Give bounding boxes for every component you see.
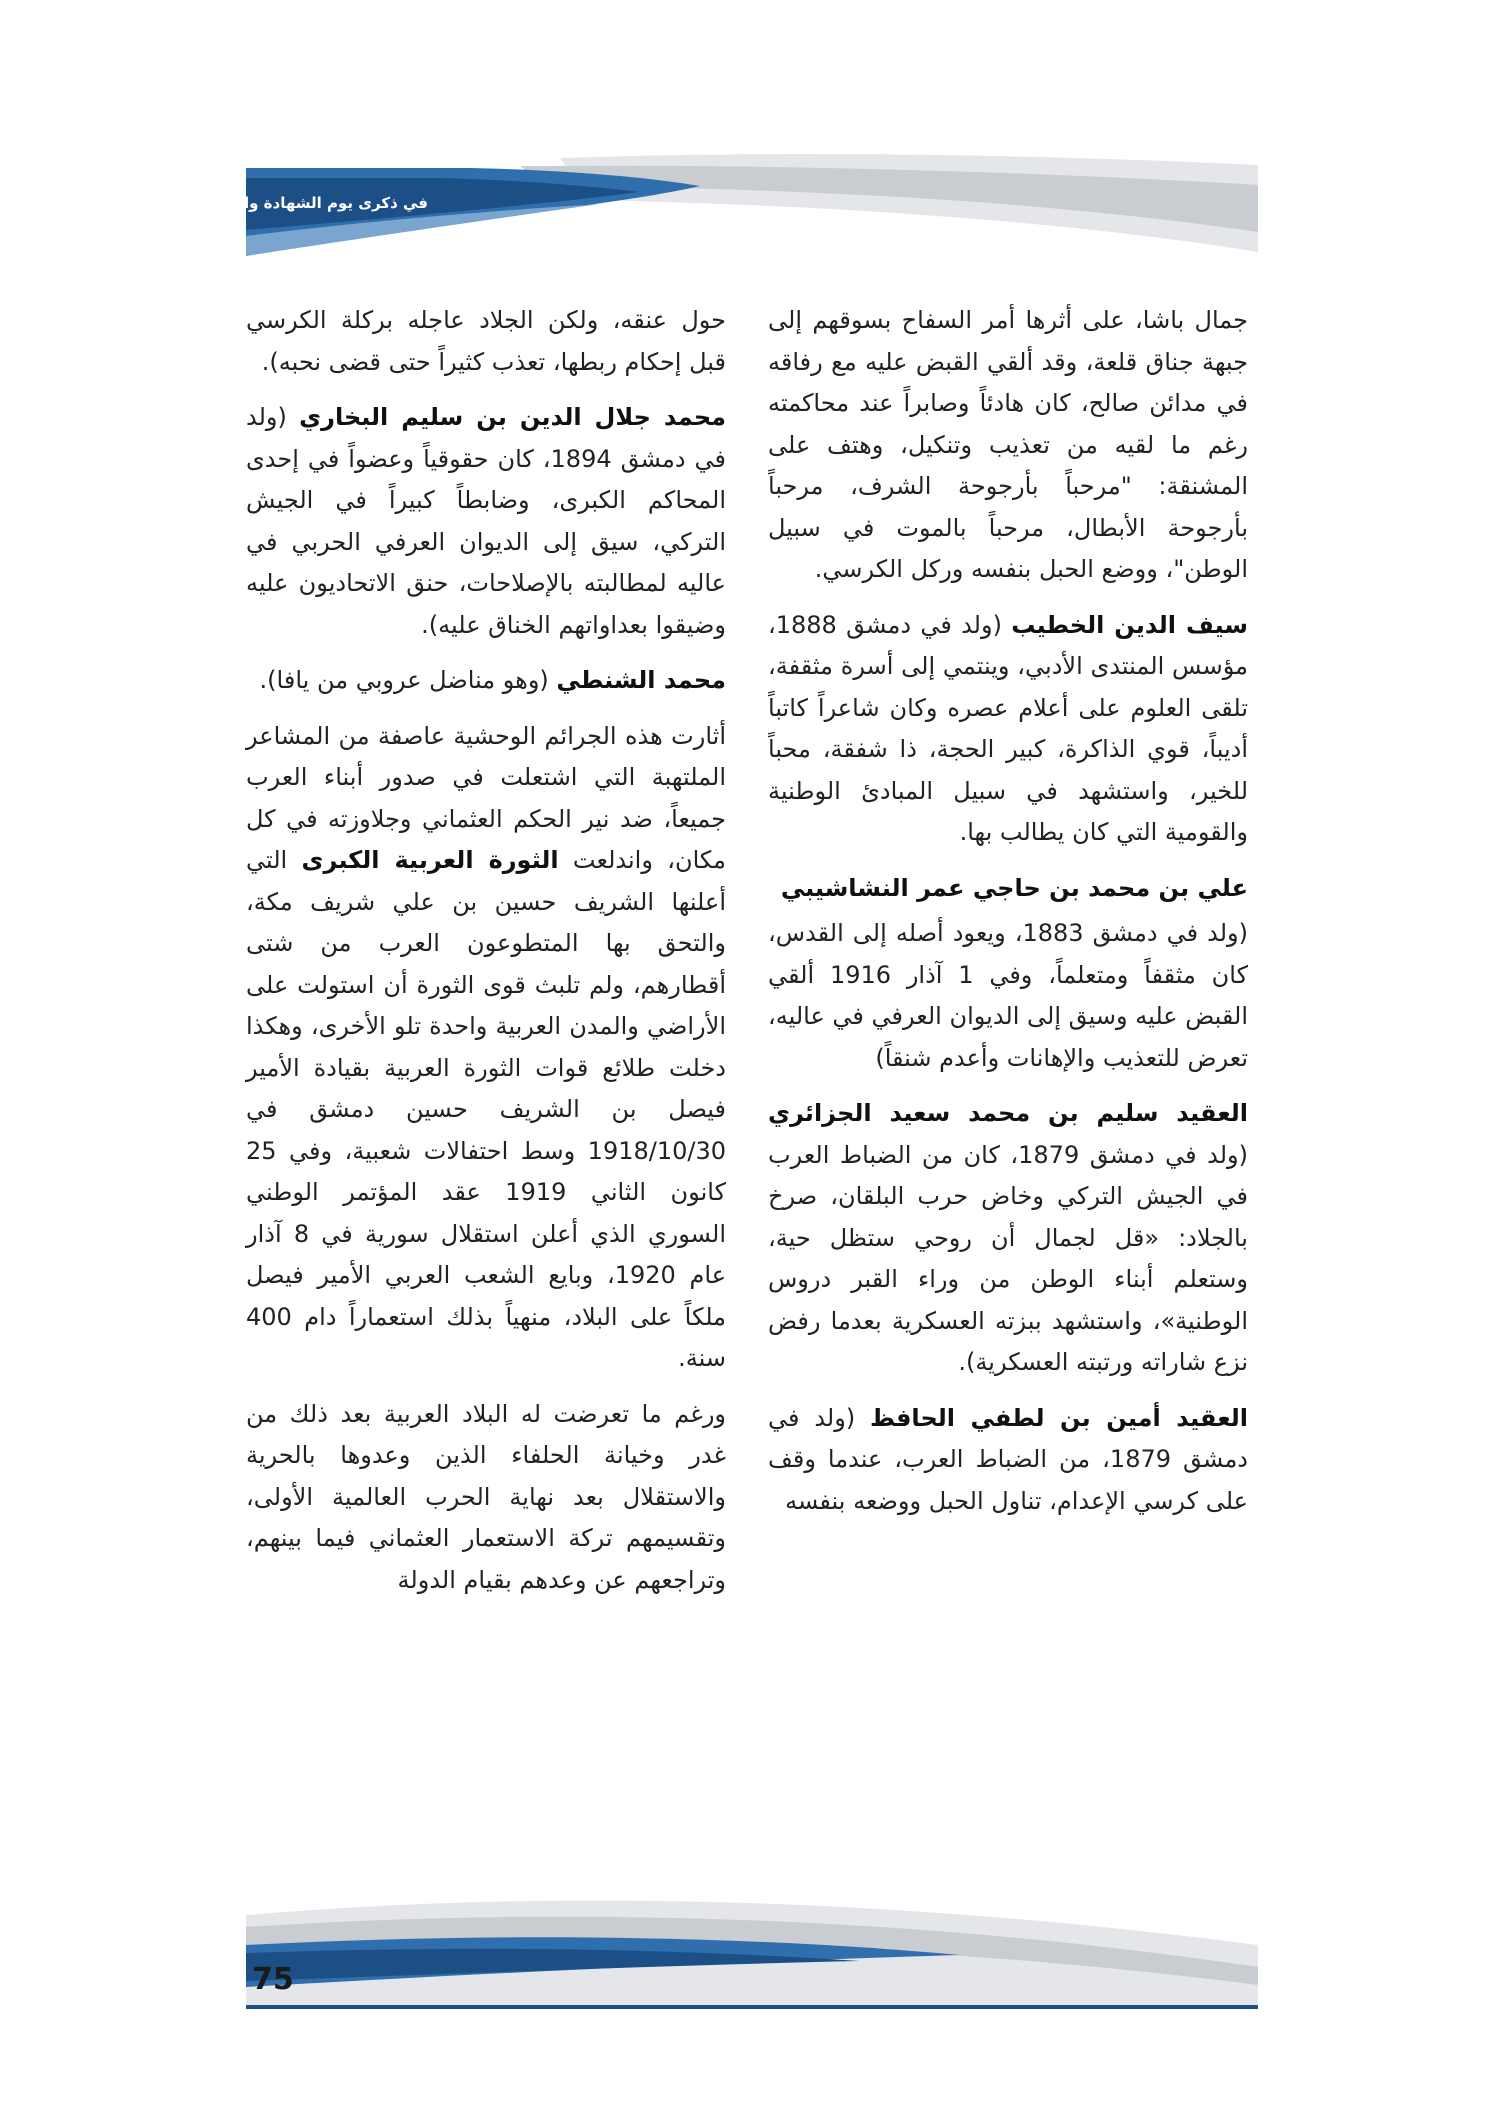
left-column — [246, 300, 726, 1860]
martyr-name-nashashibi: علي بن محمد بن حاجي عمر النشاشيبي — [780, 873, 1248, 902]
left-paragraph-5 — [246, 1394, 726, 1602]
right-paragraph-3 — [768, 913, 1248, 1079]
right-paragraph-4 — [768, 1093, 1248, 1384]
right-paragraph-5-text: (ولد في دمشق 1879، من الضباط العرب، عندما وقف على كرسي الإعدام، تناول الحبل ووضعه بنفسه — [768, 1403, 1248, 1515]
left-paragraph-4-before: أثارت هذه الجرائم الوحشية عاصفة من المشاعر الملتهبة التي اشتعلت في صدور أبناء العرب جميعاً، ضد نير الحكم العثماني وجلاوزته في كل مكان، واندلعت — [246, 721, 727, 874]
left-paragraph-4 — [246, 716, 726, 1380]
martyr-name-saif-al-din: سيف الدين الخطيب — [1011, 610, 1248, 639]
header-swoosh — [0, 0, 1489, 300]
great-arab-revolt-label: الثورة العربية الكبرى — [301, 846, 559, 874]
left-paragraph-4-after: التي أعلنها الشريف حسين بن علي شريف مكة، والتحق بها المتطوعون العرب من شتى أقطارهم، ولم تلبث قوى الثورة أن استولت على الأراضي والمدن العربية واحدة تلو الأخرى، وهكذا دخلت طلائع قوات الثورة العربية بقيادة الأمير فيصل بن الشريف حسين دمشق في 1918/10/30 وسط احتفالات شعبية، وفي 25 كانون الثاني 1919 عقد المؤتمر الوطني السوري الذي أعلن استقلال سورية في 8 آذار عام 1920، وبايع الشعب العربي الأمير فيصل ملكاً على البلاد، منهياً بذلك استعماراً دام 400 سنة. — [246, 846, 727, 1372]
martyr-name-hafez: العقيد أمين بن لطفي الحافظ — [870, 1403, 1248, 1432]
left-paragraph-3 — [246, 660, 726, 702]
left-paragraph-5-text: ورغم ما تعرضت له البلاد العربية بعد ذلك من غدر وخيانة الحلفاء الذين وعدوها بالحرية والاستقلال بعد نهاية الحرب العالمية الأولى، وتقسيمهم تركة الاستعمار العثماني فيما بينهم، وتراجعهم عن وعدهم بقيام الدولة — [246, 1399, 726, 1594]
page-number: 75 — [252, 1962, 294, 1997]
right-paragraph-1-text: جمال باشا، على أثرها أمر السفاح بسوقهم إلى جبهة جناق قلعة، وقد ألقي القبض عليه مع رفاقه في مدائن صالح، كان هادئاً وصابراً عند محاكمته رغم ما لقيه من تعذيب وتنكيل، وهتف على المشنقة: "مرحباً بأرجوحة الشرف، مرحباً بأرجوحة الأبطال، مرحباً بالموت في سبيل الوطن"، ووضع الحبل بنفسه وركل الكرسي. — [768, 306, 1248, 583]
header-title: في ذكرى يوم الشهادة والشهداء — [191, 194, 428, 212]
footer-swoosh — [0, 1875, 1489, 2035]
right-column — [768, 300, 1248, 1860]
left-paragraph-2 — [246, 397, 726, 646]
left-paragraph-2-text: (ولد في دمشق 1894، كان حقوقياً وعضواً في إحدى المحاكم الكبرى، وضابطاً كبيراً في الجيش التركي، سيق إلى الديوان العرفي الحربي في عاليه لمطالبته بالإصلاحات، حنق الاتحاديون عليه وضيقوا بعداواتهم الخناق عليه). — [246, 403, 726, 639]
right-paragraph-2 — [768, 605, 1248, 854]
left-paragraph-1-text: حول عنقه، ولكن الجلاد عاجله بركلة الكرسي قبل إحكام ربطها، تعذب كثيراً حتى قضى نحبه). — [246, 306, 726, 376]
right-paragraph-4-text: (ولد في دمشق 1879، كان من الضباط العرب في الجيش التركي وخاض حرب البلقان، صرخ بالجلاد: «قل لجمال أن روحي ستظل حية، وستعلم أبناء الوطن من وراء القبر دروس الوطنية»، واستشهد ببزته العسكرية بعدما رفض نزع شاراته ورتبته العسكرية). — [768, 1140, 1248, 1376]
left-paragraph-1 — [246, 300, 726, 383]
martyr-name-bukhari: محمد جلال الدين بن سليم البخاري — [299, 403, 726, 431]
footer-band — [0, 1875, 1489, 2035]
right-paragraph-2-text: (ولد في دمشق 1888، مؤسس المنتدى الأدبي، وينتمي إلى أسرة مثقفة، تلقى العلوم على أعلام عصره وكان شاعراً كاتباً أديباً، قوي الذاكرة، كبير الحجة، ذا شفقة، محباً للخير، واستشهد في سبيل المبادئ الوطنية والقومية التي كان يطالب بها. — [768, 610, 1248, 846]
right-paragraph-5 — [768, 1398, 1248, 1523]
left-paragraph-3-text: (وهو مناضل عروبي من يافا). — [259, 666, 557, 694]
right-paragraph-1 — [768, 300, 1248, 591]
header-band — [0, 0, 1489, 300]
martyr-name-shanti: محمد الشنطي — [556, 666, 726, 694]
right-paragraph-3-text: (ولد في دمشق 1883، ويعود أصله إلى القدس، كان مثقفاً ومتعلماً، وفي 1 آذار 1916 ألقي القبض عليه وسيق إلى الديوان العرفي في عاليه، تعرض للتعذيب والإهانات وأعدم شنقاً) — [768, 919, 1249, 1072]
martyr-name-jazairi: العقيد سليم بن محمد سعيد الجزائري — [768, 1099, 1248, 1127]
